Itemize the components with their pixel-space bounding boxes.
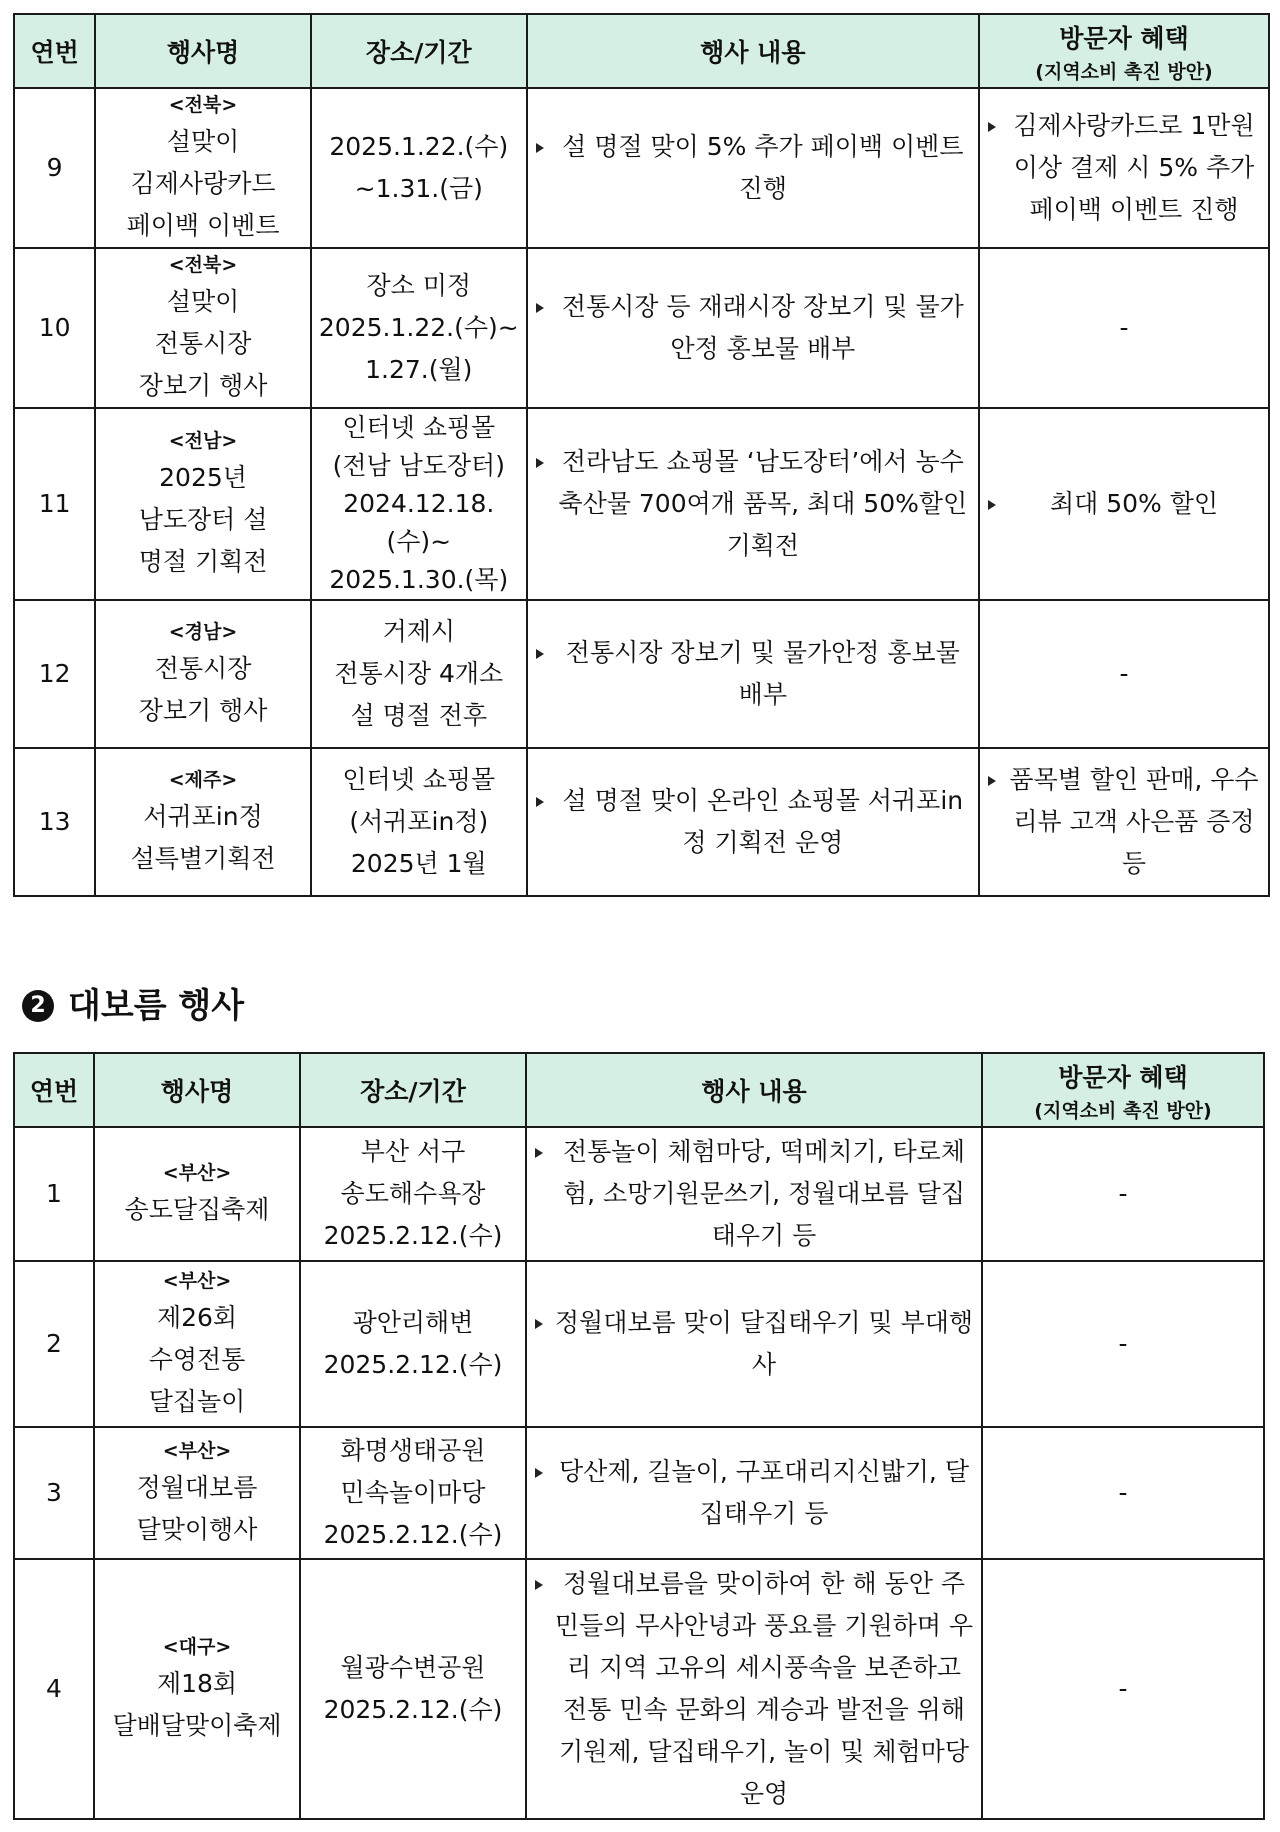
table-row <box>14 248 1269 408</box>
row-name-line: 서귀포in정 <box>143 802 263 831</box>
row-name <box>94 1261 300 1427</box>
row-name-line: 장보기 행사 <box>138 371 268 400</box>
row-no: 9 <box>14 88 95 248</box>
row-name-line: 정월대보름 <box>136 1473 258 1502</box>
row-benefit-text: 최대 50% 할인 <box>986 483 1262 525</box>
row-place-line: 월광수변공원 <box>340 1653 486 1682</box>
row-place-line: 2025.2.12.(수) <box>323 1221 503 1250</box>
header-content: 행사 내용 <box>527 14 979 88</box>
row-place-line: 2025.2.12.(수) <box>323 1520 503 1549</box>
row-no: 1 <box>14 1127 94 1261</box>
row-benefit-text: 품목별 할인 판매, 우수 리뷰 고객 사은품 증정 등 <box>986 759 1262 885</box>
table-row <box>14 1427 1264 1559</box>
header-name: 행사명 <box>94 1053 300 1127</box>
row-name-line: 페이백 이벤트 <box>126 211 280 240</box>
row-name-line: 달배달맞이축제 <box>112 1711 282 1740</box>
row-name-line: 남도장터 설 <box>138 505 268 534</box>
table-row <box>14 748 1269 896</box>
events-table-daeboreum <box>13 1052 1265 1820</box>
row-no: 3 <box>14 1427 94 1559</box>
row-place-line: 2025.2.12.(수) <box>323 1350 503 1379</box>
header-benefit-label: 방문자 혜택 <box>1059 23 1189 53</box>
row-content <box>527 408 979 600</box>
row-content <box>527 748 979 896</box>
row-name-line: 김제사랑카드 <box>130 169 276 198</box>
row-place-line: 2025.2.12.(수) <box>323 1695 503 1724</box>
row-name-line: 제18회 <box>156 1669 238 1698</box>
row-name-line: 수영전통 <box>148 1345 246 1374</box>
row-name <box>94 1559 300 1819</box>
row-content-text: 정월대보름을 맞이하여 한 해 동안 주민들의 무사안녕과 풍요를 기원하며 우리 지역 고유의 세시풍속을 보존하고 전통 민속 문화의 계승과 발전을 위해 기원제, 달집태우기, 놀이 및 체험마당 운영 <box>533 1563 975 1815</box>
row-name-line: 설특별기획전 <box>130 844 276 873</box>
row-place-line: 부산 서구 <box>360 1137 466 1166</box>
header-benefit-sub: (지역소비 촉진 방안) <box>1034 1099 1212 1122</box>
row-content-text: 설 명절 맞이 온라인 쇼핑몰 서귀포in정 기획전 운영 <box>534 780 972 864</box>
header-content: 행사 내용 <box>526 1053 982 1127</box>
row-no: 10 <box>14 248 95 408</box>
header-benefit-sub: (지역소비 촉진 방안) <box>1035 60 1213 83</box>
row-benefit: - <box>979 248 1269 408</box>
row-benefit: - <box>982 1427 1264 1559</box>
row-region: <전북> <box>168 94 238 116</box>
row-benefit <box>979 88 1269 248</box>
row-name-line: 장보기 행사 <box>138 696 268 725</box>
table-row <box>14 600 1269 748</box>
row-place-line: 2025년 1월 <box>350 849 487 878</box>
row-place-line: ~1.31.(금) <box>354 174 483 203</box>
row-region: <전북> <box>168 254 238 276</box>
row-name <box>95 748 311 896</box>
row-region: <대구> <box>162 1636 232 1658</box>
section-number-icon: 2 <box>22 990 54 1022</box>
table-header-row <box>14 14 1269 88</box>
row-place <box>311 248 527 408</box>
row-benefit <box>979 408 1269 600</box>
row-place <box>311 600 527 748</box>
row-place-line: 설 명절 전후 <box>350 701 488 730</box>
header-benefit-label: 방문자 혜택 <box>1058 1062 1188 1092</box>
row-place-line: (전남 남도장터) <box>332 451 505 480</box>
table-row <box>14 1559 1264 1819</box>
row-content <box>526 1127 982 1261</box>
row-name <box>94 1427 300 1559</box>
header-name: 행사명 <box>95 14 311 88</box>
table-header-row <box>14 1053 1264 1127</box>
row-content-text: 당산제, 길놀이, 구포대리지신밟기, 달집태우기 등 <box>533 1451 975 1535</box>
row-place-line: 인터넷 쇼핑몰 <box>342 765 496 794</box>
row-place <box>300 1127 526 1261</box>
row-name-line: 달집놀이 <box>148 1387 246 1416</box>
events-table-seollal <box>13 13 1270 897</box>
row-region: <부산> <box>162 1440 232 1462</box>
row-content-text: 설 명절 맞이 5% 추가 페이백 이벤트 진행 <box>534 126 972 210</box>
table-row <box>14 408 1269 600</box>
row-content <box>526 1559 982 1819</box>
row-region: <부산> <box>162 1270 232 1292</box>
row-name-line: 전통시장 <box>154 329 252 358</box>
row-benefit: - <box>982 1127 1264 1261</box>
row-place-line: 2025.1.30.(목) <box>329 565 509 594</box>
row-content <box>526 1427 982 1559</box>
row-place-line: 전통시장 4개소 <box>334 659 504 688</box>
row-name-line: 설맞이 <box>166 287 240 316</box>
row-name-line: 2025년 <box>159 463 247 492</box>
header-place: 장소/기간 <box>300 1053 526 1127</box>
row-name <box>94 1127 300 1261</box>
row-content-text: 전통시장 등 재래시장 장보기 및 물가안정 홍보물 배부 <box>534 286 972 370</box>
row-benefit: - <box>982 1261 1264 1427</box>
row-name-line: 전통시장 <box>154 654 252 683</box>
row-no: 2 <box>14 1261 94 1427</box>
table-row <box>14 88 1269 248</box>
header-no: 연번 <box>14 1053 94 1127</box>
row-name-line: 제26회 <box>156 1303 238 1332</box>
header-place: 장소/기간 <box>311 14 527 88</box>
header-benefit <box>982 1053 1264 1127</box>
row-place-line: 광안리해변 <box>352 1308 474 1337</box>
row-content-text: 전통놀이 체험마당, 떡메치기, 타로체험, 소망기원문쓰기, 정월대보름 달집 태우기 등 <box>533 1131 975 1257</box>
row-name-line: 달맞이행사 <box>136 1515 258 1544</box>
section-heading <box>22 984 244 1028</box>
row-place-line: 송도해수욕장 <box>340 1179 486 1208</box>
row-content-text: 전라남도 쇼핑몰 ‘남도장터’에서 농수축산물 700여개 품목, 최대 50%할인 기획전 <box>534 441 972 567</box>
row-no: 11 <box>14 408 95 600</box>
row-place-line: 2025.1.22.(수) <box>329 132 509 161</box>
table-row <box>14 1261 1264 1427</box>
row-place <box>300 1427 526 1559</box>
row-name <box>95 88 311 248</box>
row-name-line: 설맞이 <box>166 127 240 156</box>
header-benefit <box>979 14 1269 88</box>
row-benefit-text: 김제사랑카드로 1만원 이상 결제 시 5% 추가 페이백 이벤트 진행 <box>986 105 1262 231</box>
row-name-line: 송도달집축제 <box>124 1195 270 1224</box>
header-no: 연번 <box>14 14 95 88</box>
row-place-line: 민속놀이마당 <box>340 1478 486 1507</box>
row-benefit: - <box>979 600 1269 748</box>
row-content <box>527 88 979 248</box>
row-place <box>300 1261 526 1427</box>
row-region: <부산> <box>162 1162 232 1184</box>
row-content <box>526 1261 982 1427</box>
row-place-line: 화명생태공원 <box>340 1436 486 1465</box>
row-content <box>527 248 979 408</box>
row-no: 13 <box>14 748 95 896</box>
row-name <box>95 248 311 408</box>
table-row <box>14 1127 1264 1261</box>
row-benefit <box>979 748 1269 896</box>
row-name-line: 명절 기획전 <box>138 547 268 576</box>
row-place <box>311 748 527 896</box>
row-content <box>527 600 979 748</box>
row-place-line: 장소 미정 <box>366 271 472 300</box>
row-name <box>95 408 311 600</box>
row-no: 4 <box>14 1559 94 1819</box>
row-content-text: 정월대보름 맞이 달집태우기 및 부대행사 <box>533 1302 975 1386</box>
row-place-line: 2025.1.22.(수)~ <box>318 313 519 342</box>
row-place <box>300 1559 526 1819</box>
row-place-line: (서귀포in정) <box>349 807 489 836</box>
row-benefit: - <box>982 1559 1264 1819</box>
row-region: <제주> <box>168 769 238 791</box>
row-no: 12 <box>14 600 95 748</box>
section-title: 대보름 행사 <box>68 986 245 1026</box>
row-place-line: 인터넷 쇼핑몰 <box>342 413 496 442</box>
row-place <box>311 88 527 248</box>
row-name <box>95 600 311 748</box>
row-place-line: 거제시 <box>382 617 456 646</box>
row-place <box>311 408 527 600</box>
row-content-text: 전통시장 장보기 및 물가안정 홍보물 배부 <box>534 632 972 716</box>
row-region: <전남> <box>168 430 238 452</box>
row-place-line: 2024.12.18.(수)~ <box>343 489 495 556</box>
row-region: <경남> <box>168 621 238 643</box>
row-place-line: 1.27.(월) <box>365 355 473 384</box>
